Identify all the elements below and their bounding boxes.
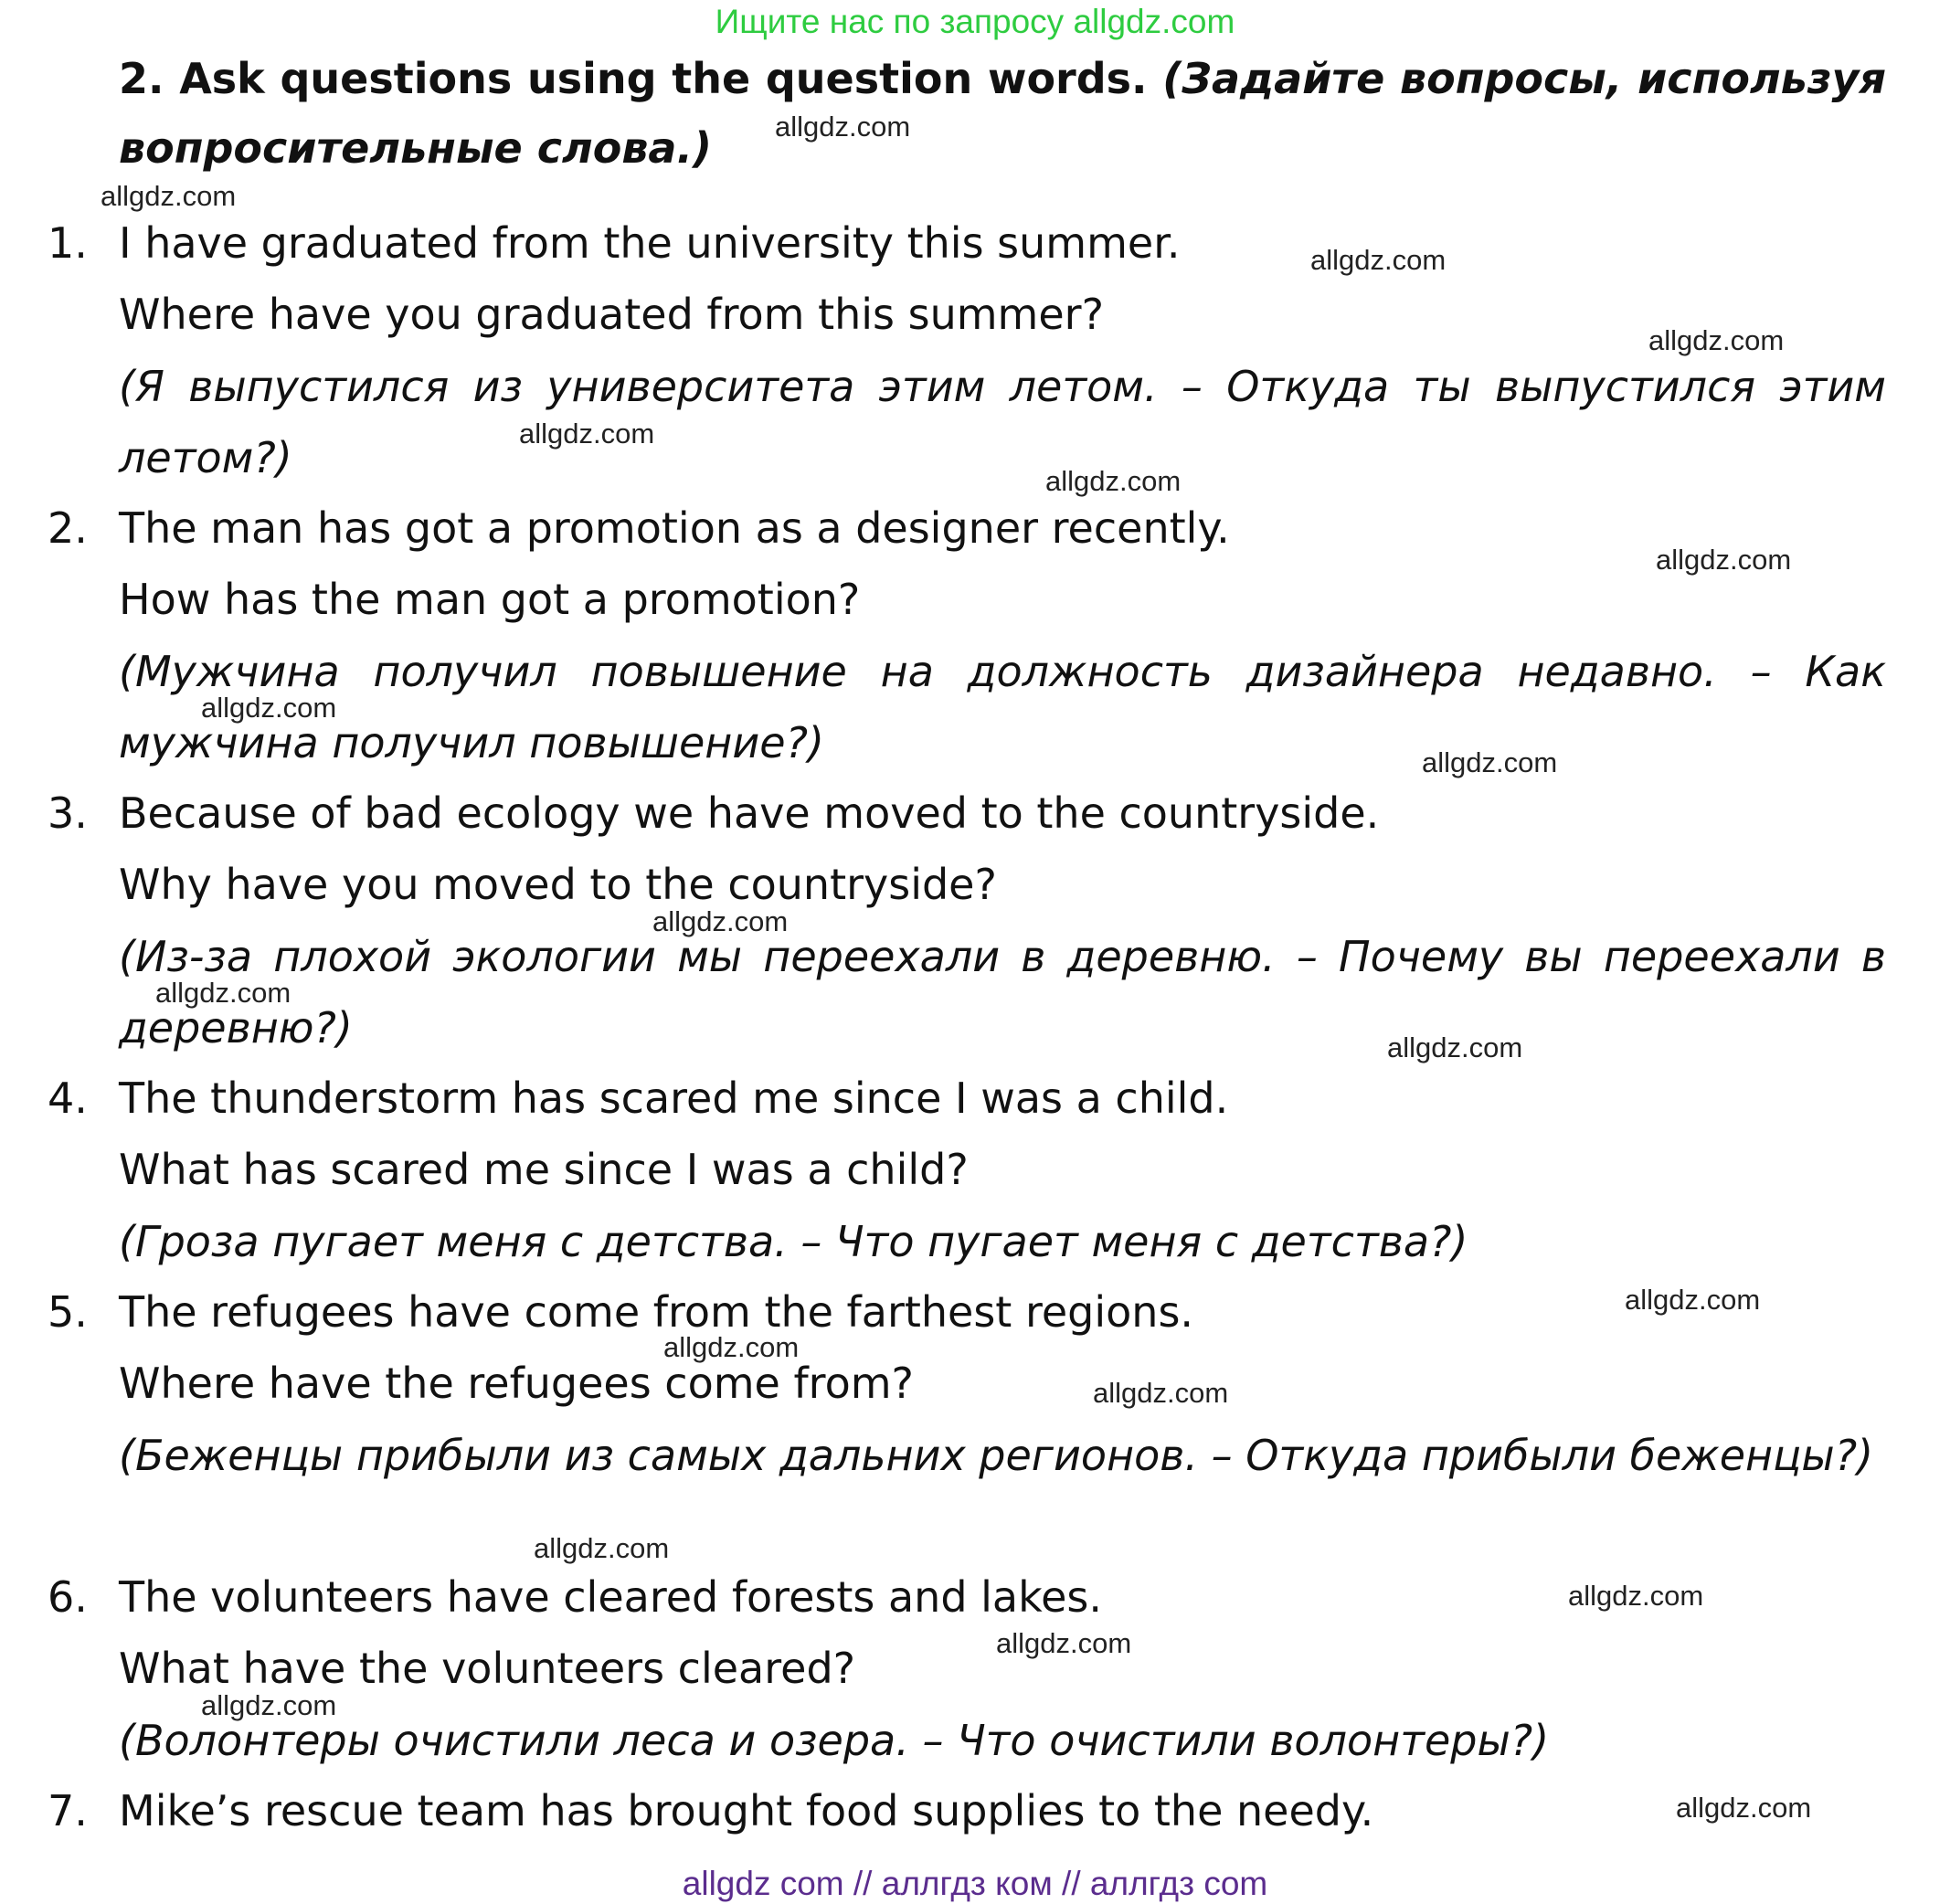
watermark: allgdz.com: [652, 905, 789, 937]
watermark: allgdz.com: [1045, 465, 1182, 497]
watermark: allgdz.com: [775, 111, 911, 143]
item-statement: The man has got a promotion as a designer recently.: [119, 503, 1230, 553]
item-question: Where have the refugees come from?: [119, 1359, 914, 1408]
watermark: allgdz.com: [1648, 324, 1785, 356]
watermark: allgdz.com: [1310, 244, 1447, 276]
item-translation: (Волонтеры очистили леса и озера. – Что очистили волонтеры?): [119, 1716, 1550, 1765]
watermark: allgdz.com: [519, 418, 655, 450]
item-statement: The refugees have come from the farthest regions.: [119, 1287, 1194, 1337]
watermark: allgdz.com: [1422, 746, 1558, 778]
item-question: How has the man got a promotion?: [119, 575, 861, 624]
watermark: allgdz.com: [534, 1532, 670, 1564]
item-question: Why have you moved to the countryside?: [119, 860, 997, 909]
item-question: What has scared me since I was a child?: [119, 1145, 969, 1194]
watermark: allgdz.com: [1387, 1031, 1523, 1063]
watermark: allgdz.com: [1656, 544, 1792, 576]
item-translation: (Из-за плохой экологии мы переехали в деревню. – Почему вы переехали в деревню?): [119, 932, 1886, 1052]
item-question: What have the volunteers cleared?: [119, 1644, 856, 1693]
watermark: allgdz.com: [201, 692, 337, 724]
item-number: 5.: [48, 1287, 88, 1337]
watermark: allgdz.com: [663, 1331, 800, 1363]
item-statement: Mike’s rescue team has brought food supplies to the needy.: [119, 1786, 1374, 1835]
watermark: allgdz.com: [155, 977, 291, 1009]
item-translation: (Гроза пугает меня с детства. – Что пугает меня с детства?): [119, 1217, 1468, 1266]
item-statement: Because of bad ecology we have moved to the countryside.: [119, 788, 1380, 838]
item-number: 3.: [48, 788, 88, 838]
heading-en: 2. Ask questions using the question words.: [119, 54, 1148, 103]
item-translation: (Мужчина получил повышение на должность дизайнера недавно. – Как мужчина получил повышение?): [119, 647, 1886, 767]
watermark: allgdz.com: [1093, 1377, 1229, 1409]
footer-watermark: allgdz com // аллгдз ком // аллгдз com: [682, 1865, 1268, 1902]
watermark: allgdz.com: [996, 1627, 1132, 1659]
item-translation: (Беженцы прибыли из самых дальних регионов. – Откуда прибыли беженцы?): [119, 1431, 1874, 1480]
heading-ru: (Задайте вопросы, используя вопросительные слова.): [119, 54, 1886, 173]
top-banner: Ищите нас по запросу allgdz.com: [715, 3, 1235, 40]
item-number: 6.: [48, 1572, 88, 1622]
item-translation: (Я выпустился из университета этим летом. – Откуда ты выпустился этим летом?): [119, 362, 1886, 482]
item-statement: The thunderstorm has scared me since I was a child.: [119, 1074, 1229, 1123]
exercise-heading: [119, 44, 1886, 183]
item-number: 7.: [48, 1786, 88, 1835]
item-number: 1.: [48, 218, 88, 268]
watermark: allgdz.com: [1676, 1792, 1812, 1824]
item-number: 2.: [48, 503, 88, 553]
watermark: allgdz.com: [101, 180, 237, 212]
watermark: allgdz.com: [1568, 1580, 1704, 1612]
item-number: 4.: [48, 1074, 88, 1123]
watermark: allgdz.com: [1625, 1284, 1761, 1316]
item-statement: I have graduated from the university this summer.: [119, 218, 1181, 268]
watermark: allgdz.com: [201, 1689, 337, 1721]
item-question: Where have you graduated from this summer?: [119, 290, 1104, 339]
item-statement: The volunteers have cleared forests and lakes.: [119, 1572, 1102, 1622]
